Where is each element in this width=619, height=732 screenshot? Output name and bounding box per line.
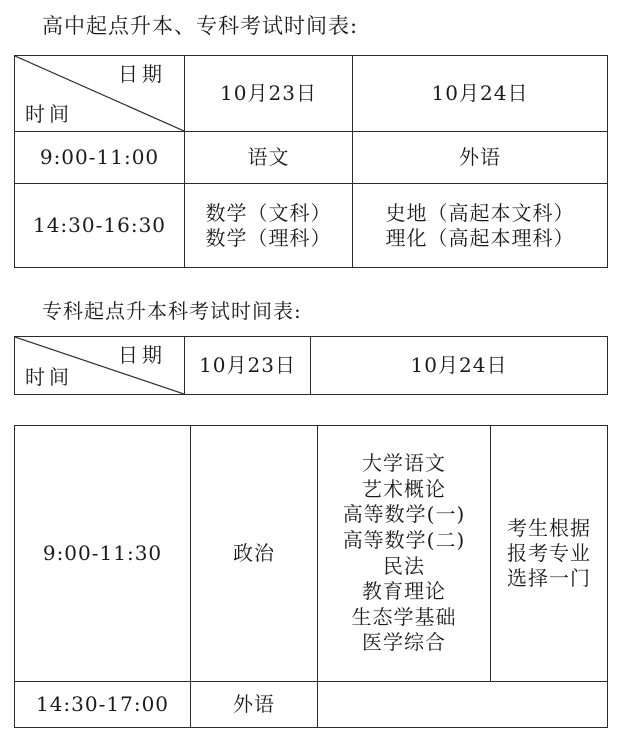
note-line: 考生根据 xyxy=(507,516,591,540)
table-row xyxy=(15,426,608,682)
table-row xyxy=(15,682,608,728)
table-row xyxy=(15,132,608,184)
subject-cell: 语文 xyxy=(185,132,353,184)
subject-line: 数学（理科） xyxy=(205,225,332,250)
empty-cell xyxy=(318,682,608,728)
subject-line: 大学语文 xyxy=(362,451,446,476)
subject-line: 高等数学(二) xyxy=(342,527,466,552)
schedule-table-college-start-header xyxy=(14,336,608,395)
note-line: 选择一门 xyxy=(507,566,591,590)
subject-line: 生态学基础 xyxy=(351,604,457,629)
subject-cell xyxy=(185,184,353,268)
subject-cell xyxy=(353,184,608,268)
header-day1: 10月23日 xyxy=(185,56,353,132)
header-day2: 10月24日 xyxy=(311,337,608,395)
subject-line: 高等数学(一) xyxy=(342,502,466,527)
header-time-label: 时间 xyxy=(25,365,73,389)
subject-line: 医学综合 xyxy=(362,630,446,655)
table-row xyxy=(15,184,608,268)
subject-list-cell xyxy=(318,426,491,682)
schedule-table-college-start-body xyxy=(14,425,608,728)
subject-cell: 外语 xyxy=(353,132,608,184)
header-diagonal-cell xyxy=(15,56,185,132)
note-cell xyxy=(491,426,608,682)
header-diagonal-cell xyxy=(15,337,185,395)
time-cell: 9:00-11:00 xyxy=(15,132,185,184)
time-cell: 14:30-17:00 xyxy=(15,682,191,728)
schedule-table-high-school-start xyxy=(14,55,608,268)
section1-title: 高中起点升本、专科考试时间表: xyxy=(42,14,359,38)
header-day1: 10月23日 xyxy=(185,337,311,395)
time-cell: 14:30-16:30 xyxy=(15,184,185,268)
note-line: 报考专业 xyxy=(507,541,591,565)
subject-cell: 外语 xyxy=(191,682,318,728)
subject-line: 数学（文科） xyxy=(205,200,332,225)
subject-line: 民法 xyxy=(383,553,425,578)
time-cell: 9:00-11:30 xyxy=(15,426,191,682)
header-date-label: 日期 xyxy=(118,343,166,367)
header-day2: 10月24日 xyxy=(353,56,608,132)
header-time-label: 时间 xyxy=(25,102,73,126)
subject-line: 理化（高起本理科） xyxy=(385,225,575,250)
subject-cell: 政治 xyxy=(191,426,318,682)
header-date-label: 日期 xyxy=(118,62,166,86)
subject-line: 艺术概论 xyxy=(362,476,446,501)
subject-line: 史地（高起本文科） xyxy=(385,200,575,225)
section2-title: 专科起点升本科考试时间表: xyxy=(42,299,302,323)
subject-line: 教育理论 xyxy=(362,579,446,604)
